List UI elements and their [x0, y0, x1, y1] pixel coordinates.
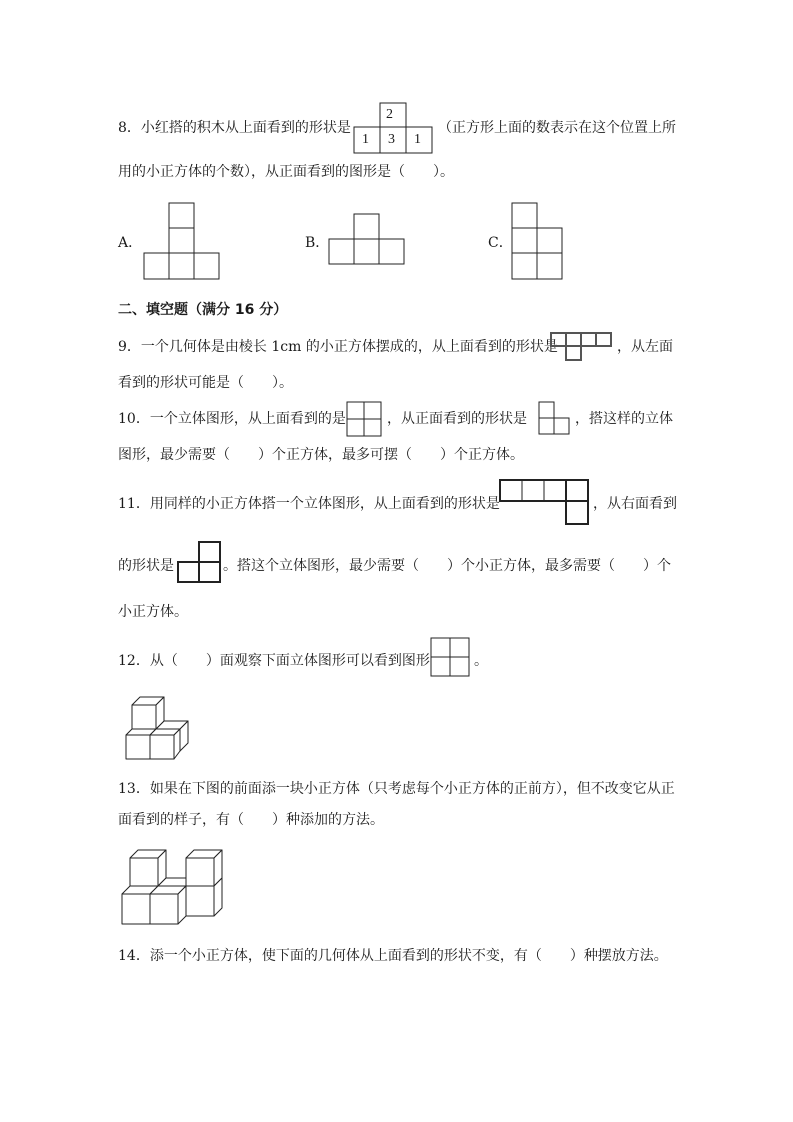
- q9-text-part1: 9．一个几何体是由棱长 1cm 的小正方体摆成的，从上面看到的形状是: [118, 339, 558, 355]
- q9-top-view-figure: [550, 332, 614, 362]
- q8-text-before: 8．小红搭的积木从上面看到的形状是: [118, 120, 351, 136]
- q8-option-b-label: B．: [305, 235, 330, 251]
- q9-text-part2: ，从左面: [617, 339, 673, 355]
- q12-view-figure: [430, 637, 472, 679]
- q10-line2: 图形，最少需要（ ）个正方体，最多可摆（ ）个正方体。: [118, 447, 524, 463]
- q11-text-part1: 11．用同样的小正方体搭一个立体图形，从上面看到的形状是: [118, 496, 500, 512]
- q11-right-view-figure: [177, 541, 223, 585]
- q10-text-part1: 10．一个立体图形，从上面看到的是: [118, 411, 346, 427]
- q8-option-b-figure: [329, 214, 409, 268]
- q11-line2-part1: 的形状是: [118, 558, 174, 574]
- q14-line1: 14．添一个小正方体，使下面的几何体从上面看到的形状不变，有（ ）种摆放方法。: [118, 948, 668, 964]
- q11-line2-part2: 。搭这个立体图形，最少需要（ ）个小正方体，最多需要（ ）个: [223, 558, 671, 574]
- q13-line1: 13．如果在下图的前面添一块小正方体（只考虑每个小正方体的正前方），但不改变它从正: [118, 781, 675, 797]
- q13-cube-figure: [120, 848, 230, 928]
- q8-option-c-label: C．: [488, 235, 513, 251]
- q8-option-a-figure: [144, 203, 224, 283]
- q8-grid-number-2: 3: [388, 132, 395, 147]
- section-title: 二、填空题（满分 16 分）: [118, 302, 288, 318]
- q12-text-part1: 12．从（ ）面观察下面立体图形可以看到图形: [118, 653, 430, 669]
- q9-line2: 看到的形状可能是（ ）。: [118, 375, 293, 391]
- q11-text-part2: ，从右面看到: [593, 496, 677, 512]
- q8-option-c-figure: [512, 203, 568, 283]
- q8-line2: 用的小正方体的个数），从正面看到的图形是（ ）。: [118, 164, 454, 180]
- q10-text-part2: ，从正面看到的形状是: [387, 411, 527, 427]
- q8-grid-top-number: 2: [386, 107, 393, 122]
- q10-text-part3: ，搭这样的立体: [575, 411, 673, 427]
- q11-line3: 小正方体。: [118, 604, 188, 620]
- q8-option-a-label: A．: [118, 235, 143, 251]
- q10-front-view-figure: [538, 401, 572, 437]
- q10-top-view-figure: [346, 401, 384, 437]
- q13-line2: 面看到的样子，有（ ）种添加的方法。: [118, 812, 384, 828]
- q12-text-part2: 。: [474, 653, 488, 669]
- q8-grid-number-1: 1: [362, 132, 369, 147]
- q12-cube-figure: [124, 697, 194, 763]
- q8-grid-number-3: 1: [414, 132, 421, 147]
- q8-text-after: （正方形上面的数表示在这个位置上所: [438, 120, 676, 136]
- q11-top-view-figure: [499, 479, 591, 527]
